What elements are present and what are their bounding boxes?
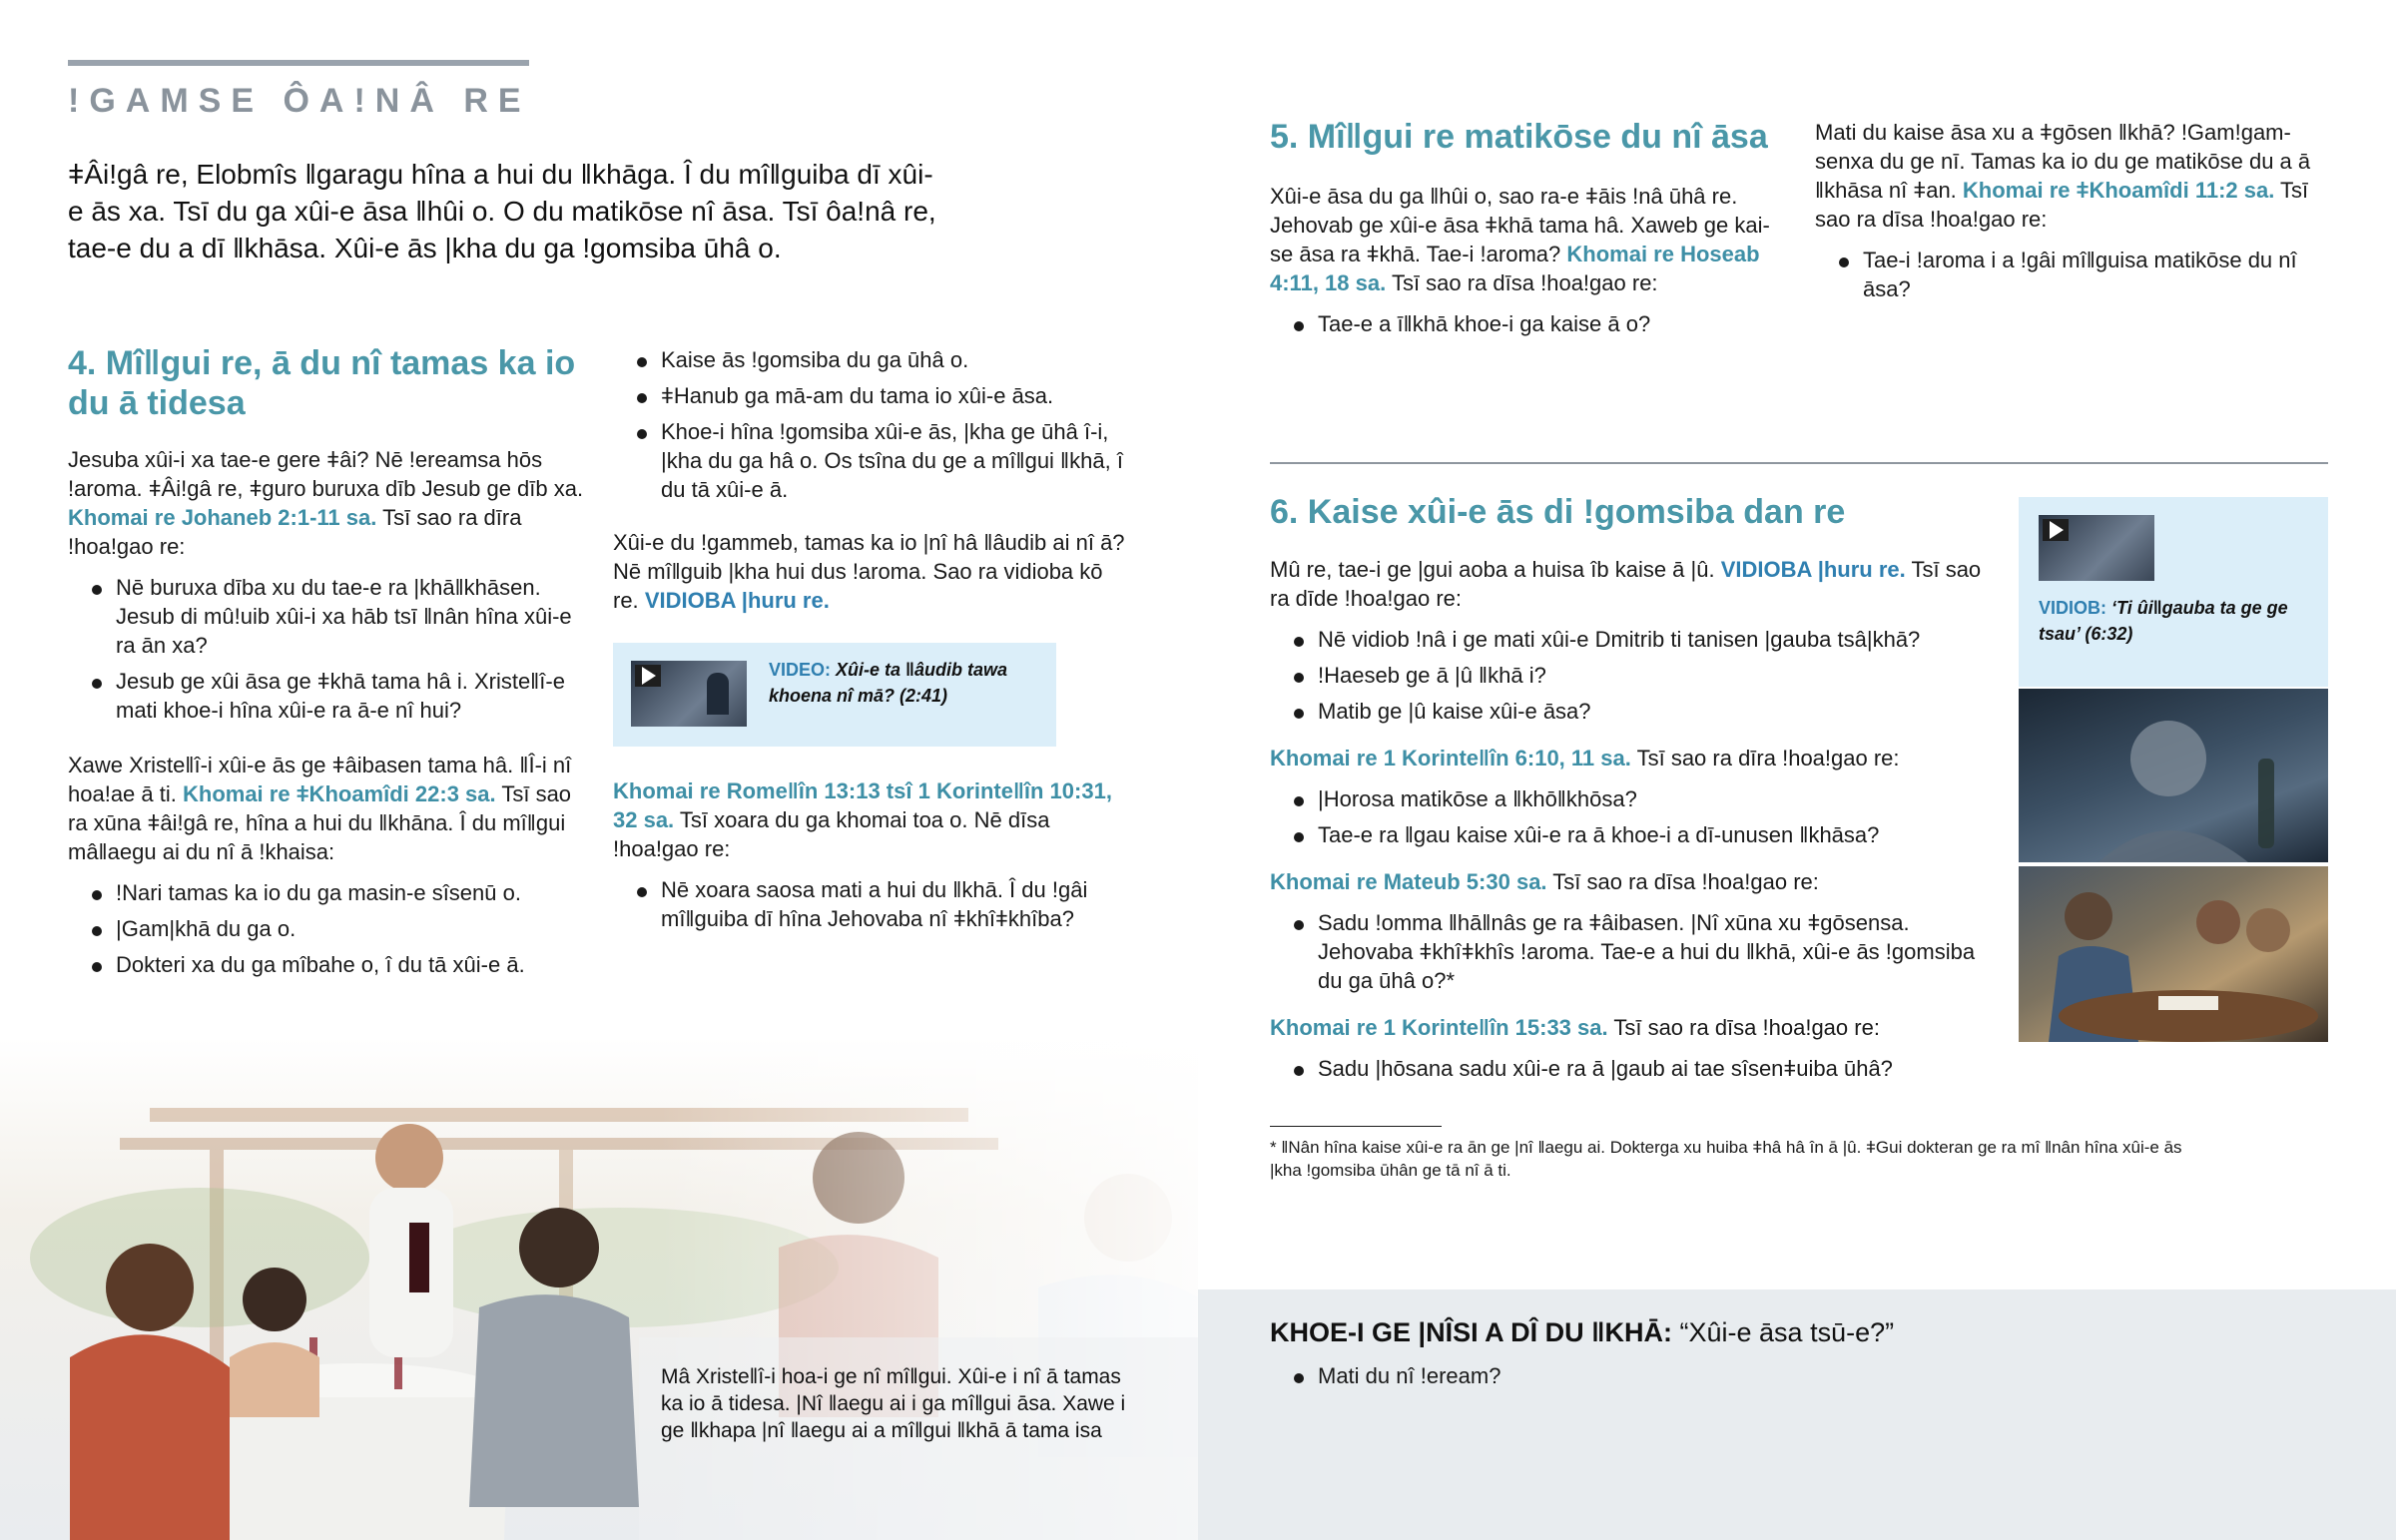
- scripture-link-proverbs-11[interactable]: Khomai re ǂKhoamîdi 11:2 sa.: [1962, 178, 2275, 203]
- video-link[interactable]: VIDIOBA |huru re.: [644, 588, 830, 613]
- list-item: Khoe-i hîna !gomsiba xûi-e ās, |kha ge ūhâ î-i, |kha du ga hâ o. Os tsîna du ge a mîǁgui ǁkhā, î du tā xûi-e ā.: [613, 417, 1132, 504]
- list-item: Mati du nî !eream?: [1270, 1361, 1500, 1390]
- section-5-column-1: [1270, 182, 1779, 345]
- play-icon: [2050, 521, 2064, 539]
- list-item: Nē vidiob !nâ i ge mati xûi-e Dmitrib ti tanisen |gauba tsâ|khā?: [1270, 625, 1989, 654]
- video-card-alcohol-at-party[interactable]: [613, 643, 1056, 747]
- section-5-title: 5. Mîǁgui re matikōse du nî āsa: [1270, 118, 1768, 156]
- section-6-reference-3: Khomai re Mateub 5:30 sa. Tsī sao ra dīsa !hoa!gao re:: [1270, 869, 1819, 894]
- scripture-link-romans-corinthians[interactable]: Khomai re Romeǁîn 13:13 tsî 1 Korinteǁîn 10:31, 32 sa.: [613, 778, 1112, 832]
- section-4-reason-list: [68, 878, 587, 979]
- list-item: !Haeseb ge ā |û ǁkhā i?: [1270, 661, 1989, 690]
- photo-man-with-bottle: [2019, 689, 2328, 862]
- illustration-caption: Mâ Xristeǁî-i hoa-i ge nî mîǁgui. Xûi-e i nî ā tamas ka io ā tidesa. |Nî ǁaegu ai i ga mîǁgui āsa. Xawe i ge ǁkhapa |nî ǁaegu ai a mîǁgui ǁkhā ā tama isa: [661, 1365, 1126, 1442]
- section-6-question-list-2: [1270, 784, 1989, 849]
- section-4-column-2: [613, 345, 1132, 940]
- section-4-paragraph-3: Xûi-e du !gammeb, tamas ka io |nî hâ ǁâudib ai nî ā? Nē mîǁguib |kha hui dus !aroma. Sao ra vidioba kō re. VIDIOBA |huru re.: [613, 530, 1125, 613]
- section-6-paragraph-1: Mû re, tae-i ge |gui aoba a huisa îb kaise ā |û. VIDIOBA |huru re. Tsī sao ra dīde !hoa!gao re:: [1270, 557, 1982, 611]
- section-5-question-list-1: [1270, 309, 1779, 338]
- section-6-title: 6. Kaise xûi-e ās di !gomsiba dan re: [1270, 493, 1846, 531]
- list-item: Matib ge |û kaise xûi-e āsa?: [1270, 697, 1989, 726]
- restaurant-scene: [0, 1038, 1198, 1540]
- list-item: |Horosa matikōse a ǁkhōǁkhōsa?: [1270, 784, 1989, 813]
- section-6-question-list-1: [1270, 625, 1989, 726]
- section-6-question-list-3: [1270, 908, 1989, 995]
- section-4-reason-list-continued: [613, 345, 1132, 504]
- list-item: Dokteri xa du ga mîbahe o, î du tā xûi-e ā.: [68, 950, 587, 979]
- footnote: * ǁNân hîna kaise xûi-e ra ān ge |nî ǁaegu ai. Dokterga xu huiba ǂhâ hâ în ā |û. ǂGui dokteran ge ra mî ǁnân hîna xûi-e ās |kha !gomsiba ūhân ge tā nî ā ti.: [1270, 1138, 2182, 1180]
- discussion-heading: KHOE-I GE |NÎSI A DÎ DU ǁKHĀ: “Xûi-e āsa tsū-e?”: [1270, 1317, 1895, 1347]
- section-4-column-1: [68, 445, 587, 986]
- list-item: Kaise ās !gomsiba du ga ūhâ o.: [613, 345, 1132, 374]
- header-rule: [68, 60, 529, 66]
- list-item: Sadu !omma ǁhāǁnâs ge ra ǂâibasen. |Nî xūna xu ǂgōsensa. Jehovaba ǂkhîǂkhîs !aroma. Tae-e a hui du ǁkhā, xûi-e ās !gomsiba du ga ūhâ o?*: [1270, 908, 1989, 995]
- list-item: Sadu |hōsana sadu xûi-e ra ā |gaub ai tae sîsenǂuiba ūhâ?: [1270, 1054, 1989, 1083]
- restaurant-illustration: [0, 1038, 1198, 1540]
- section-4-question-list-1: [68, 573, 587, 725]
- list-item: !Nari tamas ka io du ga masin-e sîsenū o.: [68, 878, 587, 907]
- list-item: |Gam|khā du ga o.: [68, 914, 587, 943]
- video-card-text: VIDEO: Xûi-e ta ǁâudib tawa khoena nî mā? (2:41): [769, 660, 1008, 706]
- section-5-column-2: [1815, 118, 2334, 310]
- discussion-list: [1270, 1361, 1500, 1397]
- scripture-link-1-corinthians-15[interactable]: Khomai re 1 Korinteǁîn 15:33 sa.: [1270, 1015, 1608, 1040]
- section-4-paragraph-1: Jesuba xûi-i xa tae-e gere ǂâi? Nē !ereamsa hōs !aroma. ǂÂi!gâ re, ǂguro buruxa dīb Jesub ge dīb xa. Khomai re Johaneb 2:1-11 sa. Tsī sao ra dīra !hoa!gao re:: [68, 447, 584, 559]
- footnote-rule: [1270, 1126, 1442, 1127]
- section-4-title: 4. Mîǁgui re, ā du nî tamas ka io du ā tidesa: [68, 344, 576, 422]
- photo-family-studying: [2019, 866, 2328, 1042]
- list-item: ǂHanub ga mā-am du tama io xûi-e āsa.: [613, 381, 1132, 410]
- section-4-paragraph-4: Khomai re Romeǁîn 13:13 tsî 1 Korinteǁîn 10:31, 32 sa. Tsī xoara du ga khomai toa o. Nē dīsa !hoa!gao re:: [613, 778, 1112, 861]
- section-4-paragraph-2: Xawe Xristeǁî-i xûi-e ās ge ǂâibasen tama hâ. ǁÎ-i nî hoa!ae ā ti. Khomai re ǂKhoamîdi 22:3 sa. Tsī sao ra xūna ǂâi!gâ re, hîna a hui du ǁkhāna. Î du mîǁgui mâǁaegu ai du nî ā !khaisa:: [68, 753, 572, 864]
- scripture-link-john[interactable]: Khomai re Johaneb 2:1-11 sa.: [68, 505, 377, 530]
- scripture-link-1-corinthians-6[interactable]: Khomai re 1 Korinteǁîn 6:10, 11 sa.: [1270, 746, 1631, 770]
- video-card-text: VIDIOB: ‘Ti ûiǁgauba ta ge ge tsau’ (6:32): [2039, 598, 2288, 644]
- section-6-question-list-4: [1270, 1054, 1989, 1083]
- section-6-body: [1270, 555, 1989, 1090]
- section-5-question-list-2: [1815, 246, 2334, 303]
- scripture-link-proverbs-22[interactable]: Khomai re ǂKhoamîdi 22:3 sa.: [183, 781, 496, 806]
- page-kicker: !GAMSE ÔA!NÂ RE: [68, 82, 531, 120]
- discussion-panel: [1198, 1289, 2396, 1540]
- intro-paragraph: ǂÂi!gâ re, Elobmîs ǁgaragu hîna a hui du ǁkhāga. Î du mîǁguiba dī xûi-e ās xa. Tsī du ga xûi-e āsa ǁhûi o. O du matikōse nî āsa. Tsī ôa!nâ re, tae-e du a dī ǁkhāsa. Xûi-e ās |kha du ga !gomsiba ūhâ o.: [68, 159, 936, 263]
- video-thumbnail: [2039, 515, 2154, 581]
- section-divider: [1270, 462, 2328, 464]
- scripture-link-matthew[interactable]: Khomai re Mateub 5:30 sa.: [1270, 869, 1547, 894]
- section-6-reference-4: Khomai re 1 Korinteǁîn 15:33 sa. Tsī sao ra dīsa !hoa!gao re:: [1270, 1015, 1880, 1040]
- list-item: Tae-e ra ǁgau kaise xûi-e ra ā khoe-i a dī-unusen ǁkhāsa?: [1270, 820, 1989, 849]
- video-link[interactable]: VIDIOBA |huru re.: [1720, 557, 1906, 582]
- play-icon: [642, 667, 656, 685]
- list-item: Jesub ge xûi āsa ge ǂkhā tama hâ i. Xristeǁî-e mati khoe-i hîna xûi-e ra ā-e nî hui?: [68, 667, 587, 725]
- list-item: Tae-i !aroma i a !gâi mîǁguisa matikōse du nî āsa?: [1815, 246, 2334, 303]
- list-item: Nē buruxa dība xu du tae-e ra |khāǁkhāsen. Jesub di mû!uib xûi-i xa hāb tsī ǁnân hîna xûi-e ra ān xa?: [68, 573, 587, 660]
- section-5-paragraph-1: Xûi-e āsa du ga ǁhûi o, sao ra-e ǂāis !nâ ūhâ re. Jehovab ge xûi-e āsa ǂkhā tama hâ. Xaweb ge kai-se āsa ra ǂkhā. Tae-i !aroma? Khomai re Hoseab 4:11, 18 sa. Tsī sao ra dīsa !hoa!gao re:: [1270, 184, 1770, 295]
- scripture-link-hosea[interactable]: Khomai re Hoseab 4:11, 18 sa.: [1270, 242, 1760, 295]
- video-card-dmitri[interactable]: [2019, 497, 2328, 687]
- section-6-reference-2: Khomai re 1 Korinteǁîn 6:10, 11 sa. Tsī sao ra dīra !hoa!gao re:: [1270, 746, 1900, 770]
- section-5-paragraph-2: Mati du kaise āsa xu a ǂgōsen ǁkhā? !Gam!gam-senxa du ge nī. Tamas ka io du ge matikōse du a ā ǁkhāsa nî ǂan. Khomai re ǂKhoamîdi 11:2 sa. Tsī sao ra dīsa !hoa!gao re:: [1815, 120, 2311, 232]
- list-item: Nē xoara saosa mati a hui du ǁkhā. Î du !gâi mîǁguiba dī hîna Jehovaba nî ǂkhîǂkhîba?: [613, 875, 1132, 933]
- list-item: Tae-e a īǁkhā khoe-i ga kaise ā o?: [1270, 309, 1779, 338]
- section-4-question-list-2: [613, 875, 1132, 933]
- video-thumbnail: [631, 661, 747, 727]
